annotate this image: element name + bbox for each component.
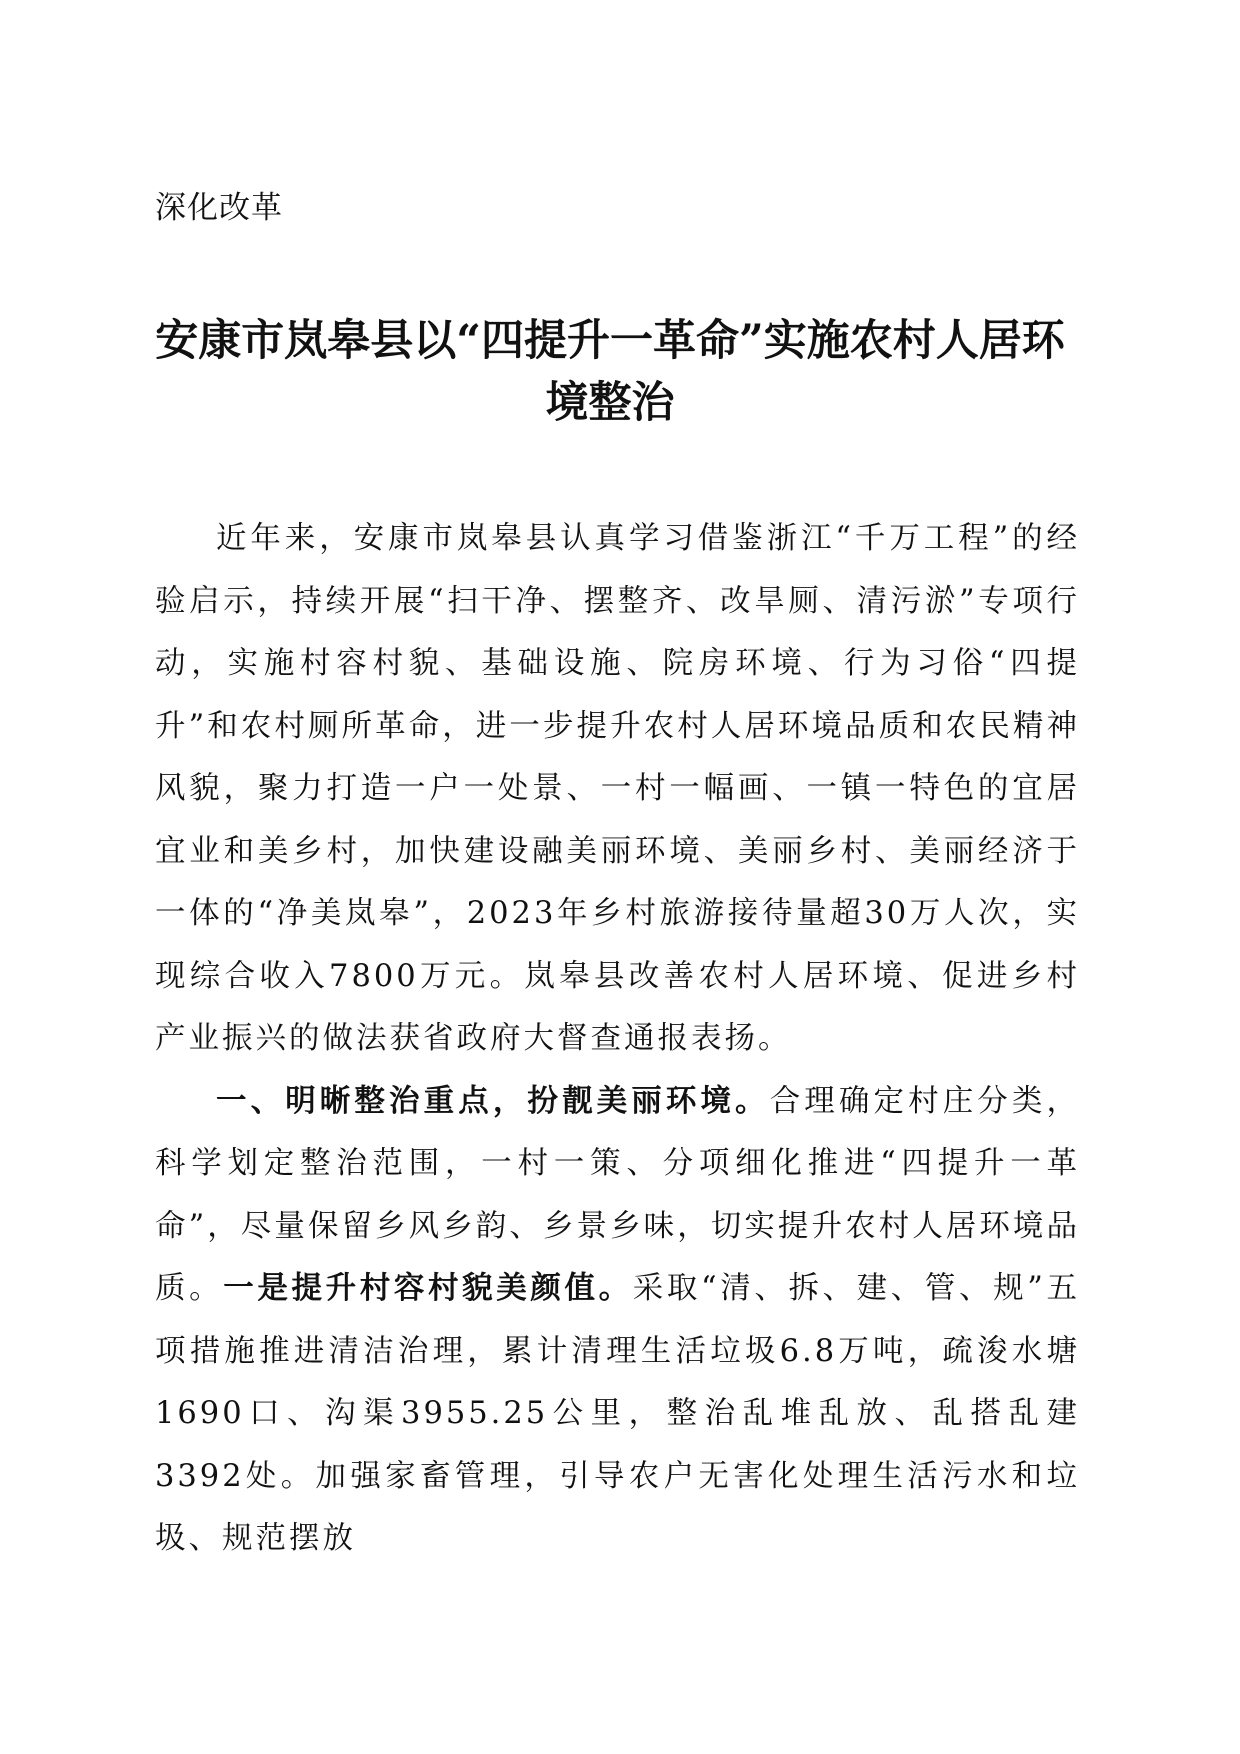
section-label: 深化改革 <box>155 190 283 226</box>
intro-paragraph: 近年来，安康市岚皋县认真学习借鉴浙江“千万工程”的经验启示，持续开展“扫干净、摆整齐、改旱厕、清污淤”专项行动，实施村容村貌、基础设施、院房环境、行为习俗“四提升”和农村厕所革命，进一步提升农村人居环境品质和农民精神风貌，聚力打造一户一处景、一村一幅画、一镇一特色的宜居宜业和美乡村，加快建设融美丽环境、美丽乡村、美丽经济于一体的“净美岚皋”，2023年乡村旅游接待量超30万人次，实现综合收入7800万元。岚皋县改善农村人居环境、促进乡村产业振兴的做法获省政府大督查通报表扬。 <box>155 521 1080 1056</box>
subsection-one-heading: 一是提升村容村貌美颜值。 <box>223 1271 633 1306</box>
section-one-heading: 一、明晰整治重点，扮靓美丽环境。 <box>216 1083 770 1119</box>
article-body <box>155 508 1080 1571</box>
section-one-paragraph <box>155 1071 1080 1571</box>
subsection-one-text: 采取“清、拆、建、管、规”五项措施推进清洁治理，累计清理生活垃圾6.8万吨，疏浚水塘1690口、沟渠3955.25公里，整治乱堆乱放、乱搭乱建3392处。加强家畜管理，引导农户无害化处理生活污水和垃圾、规范摆放 <box>155 1271 1081 1556</box>
section-one-text: 合理确定村庄分类，科学划定整治范围，一村一策、分项细化推进“四提升一革命”，尽量保留乡风乡韵、乡景乡味，切实提升农村人居环境品质。 <box>155 1083 1081 1306</box>
page-title: 安康市岚皋县以“四提升一革命”实施农村人居环境整治 <box>155 316 1065 428</box>
